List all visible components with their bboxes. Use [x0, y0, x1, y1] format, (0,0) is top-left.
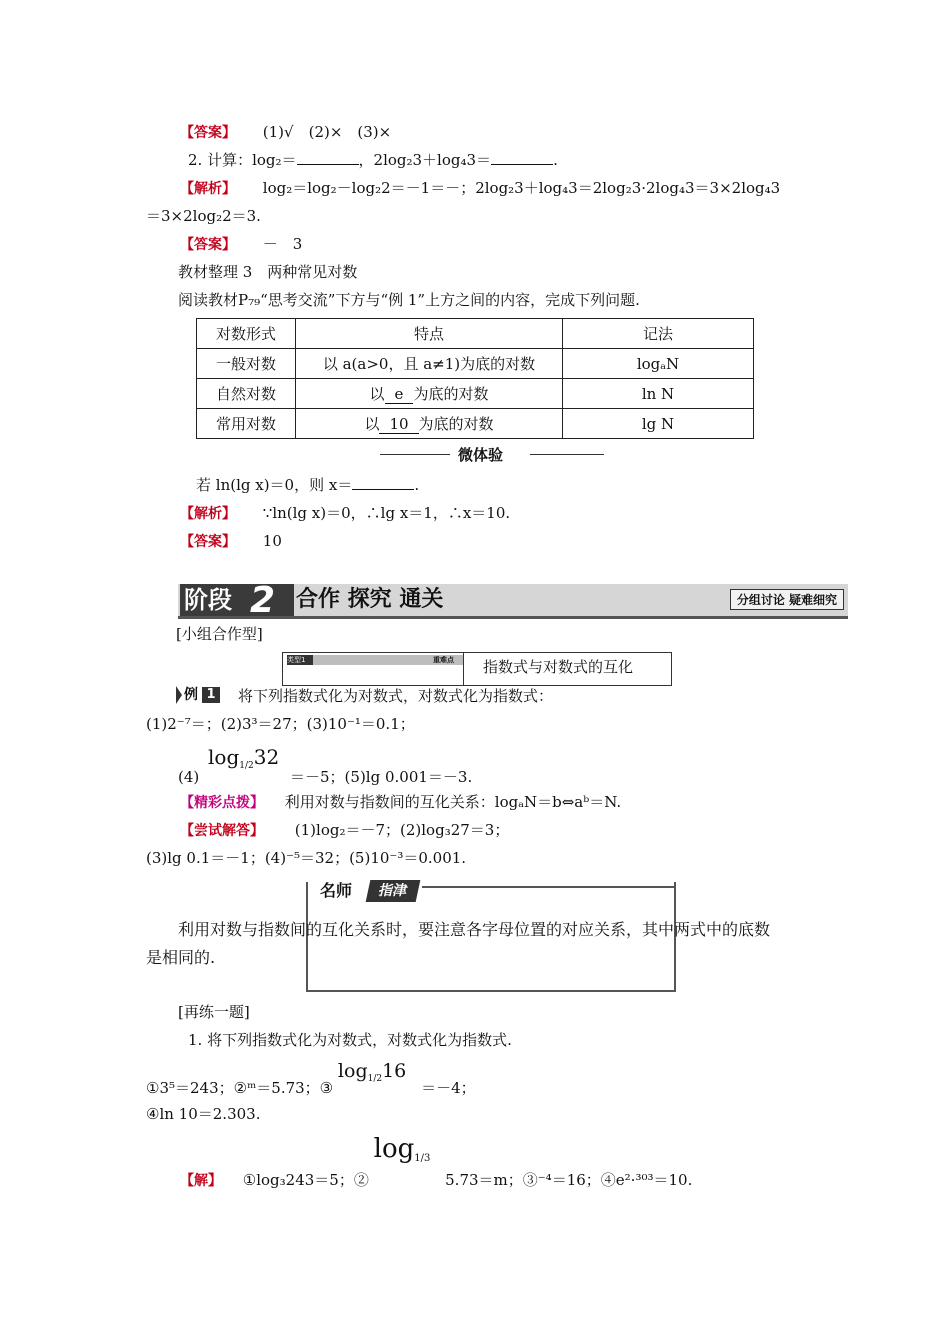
type-title: 指数式与对数式的互化	[483, 658, 634, 676]
cell-text: 以	[322, 355, 343, 373]
logarithm-types-table	[196, 318, 754, 439]
answer-tag: 【答案】	[180, 125, 236, 141]
question-2	[188, 150, 558, 170]
underlined-answer: 10	[379, 415, 418, 434]
log-base: 1/2	[367, 1074, 383, 1084]
answer-line-1	[180, 122, 391, 143]
try-line-1	[180, 820, 509, 841]
stage-title: 合作 探究 通关	[296, 587, 444, 612]
answer-body: － 3	[262, 235, 303, 253]
box-border	[422, 886, 676, 888]
try-body: (1)log₂＝－7；(2)log₃27＝3；	[294, 821, 510, 839]
teacher-note-label: 名师	[320, 881, 353, 900]
micro-analysis	[180, 503, 510, 524]
table-cell: ln N	[563, 379, 754, 409]
example-number: 1	[202, 687, 220, 703]
table-cell: lg N	[563, 409, 754, 439]
log-base: 1/3	[414, 1153, 431, 1164]
analysis-line-2: ＝3×2log₂2＝3.	[146, 207, 261, 225]
table-row	[197, 409, 754, 439]
type-box	[282, 652, 672, 686]
log-symbol: log	[208, 745, 240, 769]
practice-heading: [再练一题]	[178, 1003, 250, 1021]
tip-tag: 【精彩点拨】	[180, 795, 264, 811]
teacher-note-text-2: 是相同的.	[146, 948, 216, 967]
answer-body: (1)√ (2)× (3)×	[262, 123, 392, 141]
answer-line-2	[180, 234, 302, 255]
analysis-line-1	[180, 178, 780, 199]
table-header: 对数形式	[197, 319, 296, 349]
tip-body: 利用对数与指数间的互化关系：logₐN＝b⇔aᵇ＝N.	[284, 793, 622, 811]
log-argument: 16	[382, 1060, 407, 1082]
try-tag: 【尝试解答】	[180, 823, 264, 839]
teacher-note-label-badge: 指津	[366, 880, 421, 902]
type-separator	[463, 653, 464, 685]
cell-text: 为底的对数	[418, 415, 494, 433]
type-tag: 重难点	[433, 656, 454, 664]
answer-blank	[352, 475, 414, 490]
table-cell: 自然对数	[197, 379, 296, 409]
group-type-heading: [小组合作型]	[176, 625, 263, 643]
practice-line-2: ④ln 10＝2.303.	[146, 1105, 261, 1123]
solution-tag: 【解】	[180, 1173, 222, 1189]
log-argument: 32	[253, 745, 280, 769]
log-symbol: log	[337, 1060, 368, 1082]
stage-number: 2	[250, 580, 276, 621]
practice-question-1: 1. 将下列指数式化为对数式，对数式化为指数式.	[188, 1031, 512, 1049]
example-prompt: 将下列指数式化为对数式，对数式化为指数式：	[238, 687, 554, 705]
table-cell	[296, 349, 563, 379]
type-label: 类型1	[287, 655, 313, 665]
answer-tag: 【答案】	[180, 534, 236, 550]
analysis-tag: 【解析】	[180, 181, 236, 197]
teacher-note-text-1: 利用对数与指数间的互化关系时，要注意各字母位置的对应关系，其中两式中的底数	[178, 920, 771, 939]
table-cell	[296, 379, 563, 409]
example-line-2-prefix: (4)	[178, 768, 200, 786]
log-symbol: log	[373, 1134, 415, 1164]
solution-rest: 5.73＝m；③⁻⁴＝16；④e²·³⁰³＝10.	[445, 1171, 693, 1189]
box-border	[306, 990, 676, 992]
practice-line-1	[146, 1060, 476, 1097]
example-line-2-rest: ＝－5；(5)lg 0.001＝－3.	[290, 768, 473, 786]
table-row	[197, 379, 754, 409]
table-cell: 一般对数	[197, 349, 296, 379]
solution-prefix: ①log₃243＝5；②	[242, 1171, 369, 1189]
table-cell	[296, 409, 563, 439]
table-cell: 常用对数	[197, 409, 296, 439]
stage-label: 阶段	[180, 584, 294, 616]
micro-question-text: 若 ln(lg x)＝0，则 x＝	[196, 476, 353, 494]
log-base: 1/2	[239, 761, 254, 771]
table-cell: logₐN	[563, 349, 754, 379]
table-header-row	[197, 319, 754, 349]
cell-text: 为底的对数	[413, 385, 489, 403]
practice-line-1-rest: ＝－4；	[421, 1079, 476, 1097]
example-line-1: (1)2⁻⁷＝；(2)3³＝27；(3)10⁻¹＝0.1；	[146, 715, 415, 733]
cell-text: 以	[364, 415, 380, 433]
table-row	[197, 349, 754, 379]
practice-line-1-prefix: ①3⁵＝243；②ᵐ＝5.73；③	[146, 1079, 334, 1097]
triangle-icon	[176, 686, 182, 704]
answer-blank	[491, 150, 553, 165]
solution-line	[180, 1134, 693, 1189]
divider-line	[530, 454, 604, 455]
answer-tag: 【答案】	[180, 237, 236, 253]
underlined-answer: e	[385, 385, 414, 404]
example-marker	[176, 686, 222, 704]
divider-line	[380, 454, 450, 455]
try-line-2: (3)lg 0.1＝－1；(4)⁻⁵＝32；(5)10⁻³＝0.001.	[146, 849, 467, 867]
micro-question	[196, 475, 419, 495]
stage-tag: 分组讨论 疑难细究	[730, 589, 844, 610]
cell-text: 以	[369, 385, 385, 403]
cell-text: 为底的对数	[460, 355, 536, 373]
cell-text: a(a>0，且 a≠1)	[342, 355, 461, 373]
question-2-end: .	[553, 151, 558, 169]
micro-experience-divider	[380, 444, 604, 466]
micro-label: 微体验	[458, 446, 504, 464]
micro-question-end: .	[414, 476, 420, 494]
answer-blank	[297, 150, 359, 165]
question-2-mid: ，2log₂3＋log₄3＝	[358, 151, 492, 169]
table-header: 记法	[563, 319, 754, 349]
tip-line	[180, 792, 621, 813]
reading-instruction: 阅读教材P₇₉“思考交流”下方与“例 1”上方之间的内容，完成下列问题.	[178, 291, 640, 309]
analysis-body: ∵ln(lg x)＝0，∴lg x＝1，∴x＝10.	[262, 504, 511, 522]
table-header: 特点	[296, 319, 563, 349]
micro-answer	[180, 531, 282, 552]
question-2-prefix: 2. 计算：log₂＝	[188, 151, 297, 169]
material-heading: 教材整理 3 两种常见对数	[178, 263, 358, 281]
analysis-tag: 【解析】	[180, 506, 236, 522]
stage-banner	[178, 580, 848, 621]
answer-body: 10	[262, 532, 282, 550]
example-label: 例	[184, 687, 198, 703]
analysis-body: log₂＝log₂－log₂2＝－1＝－；2log₂3＋log₄3＝2log₂3·2log₄3＝3×2log₄3	[262, 179, 781, 197]
example-line-2	[178, 745, 473, 786]
